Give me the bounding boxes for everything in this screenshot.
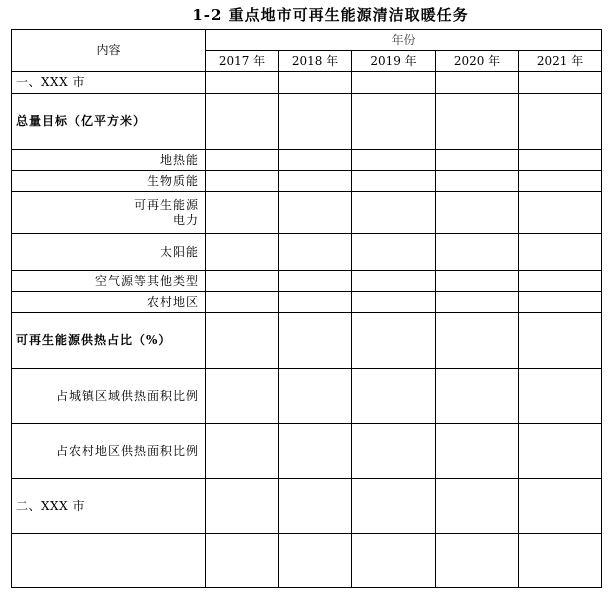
table-row (12, 72, 602, 94)
table-cell (279, 424, 352, 479)
table-cell (436, 369, 519, 424)
row-label-city1: 一、XXX 市 (12, 72, 206, 94)
header-row-top (12, 30, 602, 51)
table-cell (436, 171, 519, 192)
row-label-heat-ratio: 可再生能源供热占比（%） (12, 313, 206, 369)
table-cell (519, 424, 602, 479)
table-cell (436, 234, 519, 271)
year-header-2020: 2020 年 (436, 51, 519, 72)
heating-task-table (11, 29, 602, 588)
table-row (12, 192, 602, 234)
table-cell (206, 192, 279, 234)
table-cell (206, 534, 279, 588)
table-cell (352, 369, 436, 424)
table-cell (519, 192, 602, 234)
table-cell (352, 313, 436, 369)
table-row (12, 150, 602, 171)
table-cell (519, 369, 602, 424)
table-cell (206, 171, 279, 192)
table-cell (206, 479, 279, 534)
table-cell (436, 94, 519, 150)
table-cell (352, 94, 436, 150)
table-row (12, 479, 602, 534)
table-row (12, 424, 602, 479)
row-label-solar: 太阳能 (12, 234, 206, 271)
table-cell (352, 424, 436, 479)
year-header-2019: 2019 年 (352, 51, 436, 72)
table-cell (206, 94, 279, 150)
table-cell (352, 72, 436, 94)
row-label-air-source: 空气源等其他类型 (12, 271, 206, 292)
table-cell (279, 479, 352, 534)
table-row (12, 94, 602, 150)
table-cell (519, 271, 602, 292)
table-row (12, 292, 602, 313)
table-cell (352, 534, 436, 588)
table-cell (519, 534, 602, 588)
row-label-total-target: 总量目标（亿平方米） (12, 94, 206, 150)
row-label-urban-ratio: 占城镇区域供热面积比例 (12, 369, 206, 424)
content-header: 内容 (12, 30, 206, 72)
table-cell (519, 313, 602, 369)
table-cell (519, 292, 602, 313)
table-cell (519, 94, 602, 150)
table-cell (279, 192, 352, 234)
table-cell (352, 150, 436, 171)
row-label-renewable-power-line1: 可再生能源 (133, 197, 199, 212)
table-cell (352, 479, 436, 534)
table-cell (279, 150, 352, 171)
table-cell (519, 150, 602, 171)
table-cell (519, 234, 602, 271)
table-cell (206, 313, 279, 369)
year-header-2021: 2021 年 (519, 51, 602, 72)
table-cell (279, 292, 352, 313)
table-cell (206, 234, 279, 271)
table-cell (206, 150, 279, 171)
table-cell (279, 313, 352, 369)
table-cell (352, 171, 436, 192)
row-label-biomass: 生物质能 (12, 171, 206, 192)
row-label-renewable-power (12, 192, 206, 234)
table-cell (436, 534, 519, 588)
table-cell (352, 292, 436, 313)
table-cell (436, 479, 519, 534)
row-label-city2: 二、XXX 市 (12, 479, 206, 534)
table-cell (519, 171, 602, 192)
row-label-rural: 农村地区 (12, 292, 206, 313)
table-row (12, 369, 602, 424)
table-cell (279, 369, 352, 424)
year-group-header: 年份 (206, 30, 602, 51)
table-cell (279, 94, 352, 150)
table-title: 1-2 重点地市可再生能源清洁取暖任务 (192, 6, 469, 24)
table-row (12, 313, 602, 369)
table-cell (206, 271, 279, 292)
table-row (12, 171, 602, 192)
table-cell (279, 171, 352, 192)
year-header-2018: 2018 年 (279, 51, 352, 72)
row-label-rural-ratio: 占农村地区供热面积比例 (12, 424, 206, 479)
table-row (12, 534, 602, 588)
table-cell (436, 424, 519, 479)
table-cell (279, 534, 352, 588)
row-label-geothermal: 地热能 (12, 150, 206, 171)
table-cell (279, 72, 352, 94)
table-cell (436, 292, 519, 313)
table-cell (436, 192, 519, 234)
row-label-renewable-power-line2: 电力 (172, 212, 199, 227)
table-cell (436, 313, 519, 369)
table-row (12, 271, 602, 292)
table-cell (352, 234, 436, 271)
year-header-2017: 2017 年 (206, 51, 279, 72)
table-cell (519, 72, 602, 94)
table-cell (436, 271, 519, 292)
table-cell (279, 271, 352, 292)
table-cell (436, 72, 519, 94)
table-cell (352, 192, 436, 234)
table-row (12, 234, 602, 271)
table-cell (206, 369, 279, 424)
table-cell (519, 479, 602, 534)
table-cell (279, 234, 352, 271)
table-cell (206, 424, 279, 479)
table-cell (12, 534, 206, 588)
table-cell (436, 150, 519, 171)
table-cell (352, 271, 436, 292)
table-cell (206, 292, 279, 313)
table-cell (206, 72, 279, 94)
